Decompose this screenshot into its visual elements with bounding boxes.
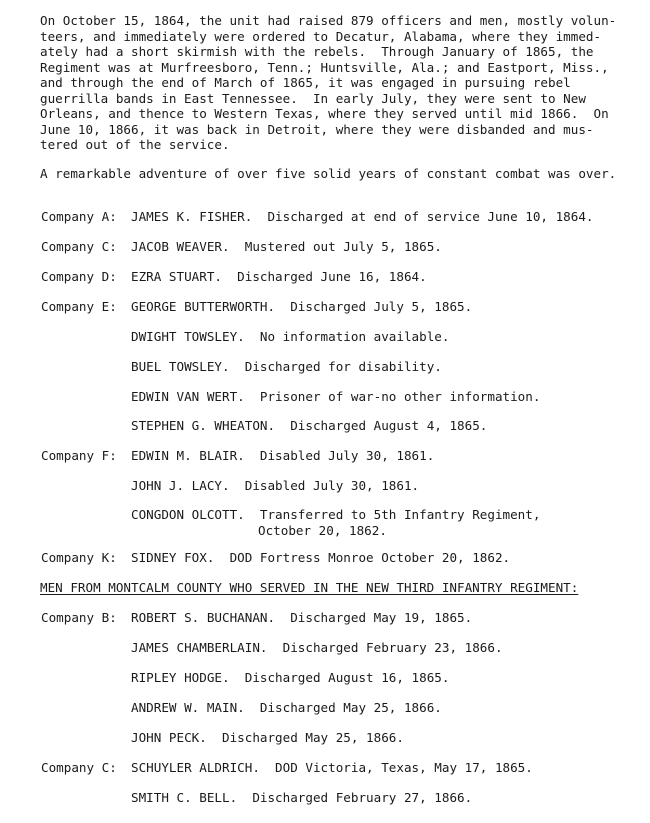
company-label: Company K: bbox=[41, 550, 117, 565]
company-label: Company A: bbox=[41, 209, 117, 224]
soldier-record: EZRA STUART. Discharged June 16, 1864. bbox=[131, 269, 427, 284]
soldier-record: DWIGHT TOWSLEY. No information available. bbox=[131, 329, 450, 344]
soldier-record: SCHUYLER ALDRICH. DOD Victoria, Texas, May 17, 1865. bbox=[131, 760, 533, 775]
soldier-record: STEPHEN G. WHEATON. Discharged August 4, 1865. bbox=[131, 418, 488, 433]
company-label: Company C: bbox=[41, 239, 117, 254]
intro-line: teers, and immediately were ordered to Decatur, Alabama, where they immed- bbox=[40, 28, 602, 44]
intro-line: Regiment was at Murfreesboro, Tenn.; Huntsville, Ala.; and Eastport, Miss., bbox=[40, 59, 609, 75]
soldier-record-line: CONGDON OLCOTT. Transferred to 5th Infantry Regiment, bbox=[131, 507, 541, 522]
intro-paragraph bbox=[40, 13, 615, 153]
soldier-record: JACOB WEAVER. Mustered out July 5, 1865. bbox=[131, 239, 442, 254]
intro-line: June 10, 1866, it was back in Detroit, where they were disbanded and mus- bbox=[40, 121, 594, 137]
company-label: Company C: bbox=[41, 760, 117, 775]
company-label: Company D: bbox=[41, 269, 117, 284]
company-label: Company E: bbox=[41, 299, 117, 314]
soldier-record: JOHN J. LACY. Disabled July 30, 1861. bbox=[131, 478, 420, 493]
intro-line: ately had a short skirmish with the rebels. Through January of 1865, the bbox=[40, 44, 594, 59]
soldier-record: EDWIN M. BLAIR. Disabled July 30, 1861. bbox=[131, 448, 435, 463]
intro-line: tered out of the service. bbox=[40, 137, 230, 152]
soldier-record: JOHN PECK. Discharged May 25, 1866. bbox=[131, 730, 404, 745]
soldier-record: EDWIN VAN WERT. Prisoner of war-no other information. bbox=[131, 389, 541, 404]
soldier-record: SIDNEY FOX. DOD Fortress Monroe October 20, 1862. bbox=[131, 550, 511, 565]
soldier-record: ANDREW W. MAIN. Discharged May 25, 1866. bbox=[131, 700, 442, 715]
soldier-record: GEORGE BUTTERWORTH. Discharged July 5, 1865. bbox=[131, 299, 473, 314]
soldier-record-continuation: October 20, 1862. bbox=[258, 522, 387, 538]
company-label: Company F: bbox=[41, 448, 117, 463]
soldier-record: ROBERT S. BUCHANAN. Discharged May 19, 1865. bbox=[131, 610, 473, 625]
intro-line: On October 15, 1864, the unit had raised 879 officers and men, mostly volun- bbox=[40, 13, 617, 28]
soldier-record: RIPLEY HODGE. Discharged August 16, 1865. bbox=[131, 670, 450, 685]
summary-sentence: A remarkable adventure of over five solid years of constant combat was over. bbox=[40, 166, 617, 181]
soldier-record: JAMES K. FISHER. Discharged at end of service June 10, 1864. bbox=[131, 209, 594, 224]
intro-line: and through the end of March of 1865, it was engaged in pursuing rebel bbox=[40, 75, 571, 90]
intro-line: Orleans, and thence to Western Texas, where they served until mid 1866. On bbox=[40, 106, 609, 121]
intro-line: guerrilla bands in East Tennessee. In early July, they were sent to New bbox=[40, 90, 586, 106]
section-heading: MEN FROM MONTCALM COUNTY WHO SERVED IN THE NEW THIRD INFANTRY REGIMENT: bbox=[40, 580, 579, 595]
soldier-record: JAMES CHAMBERLAIN. Discharged February 23, 1866. bbox=[131, 640, 503, 655]
soldier-record: BUEL TOWSLEY. Discharged for disability. bbox=[131, 359, 442, 374]
company-label: Company B: bbox=[41, 610, 117, 625]
soldier-record: SMITH C. BELL. Discharged February 27, 1866. bbox=[131, 790, 473, 805]
soldier-record bbox=[131, 507, 540, 538]
